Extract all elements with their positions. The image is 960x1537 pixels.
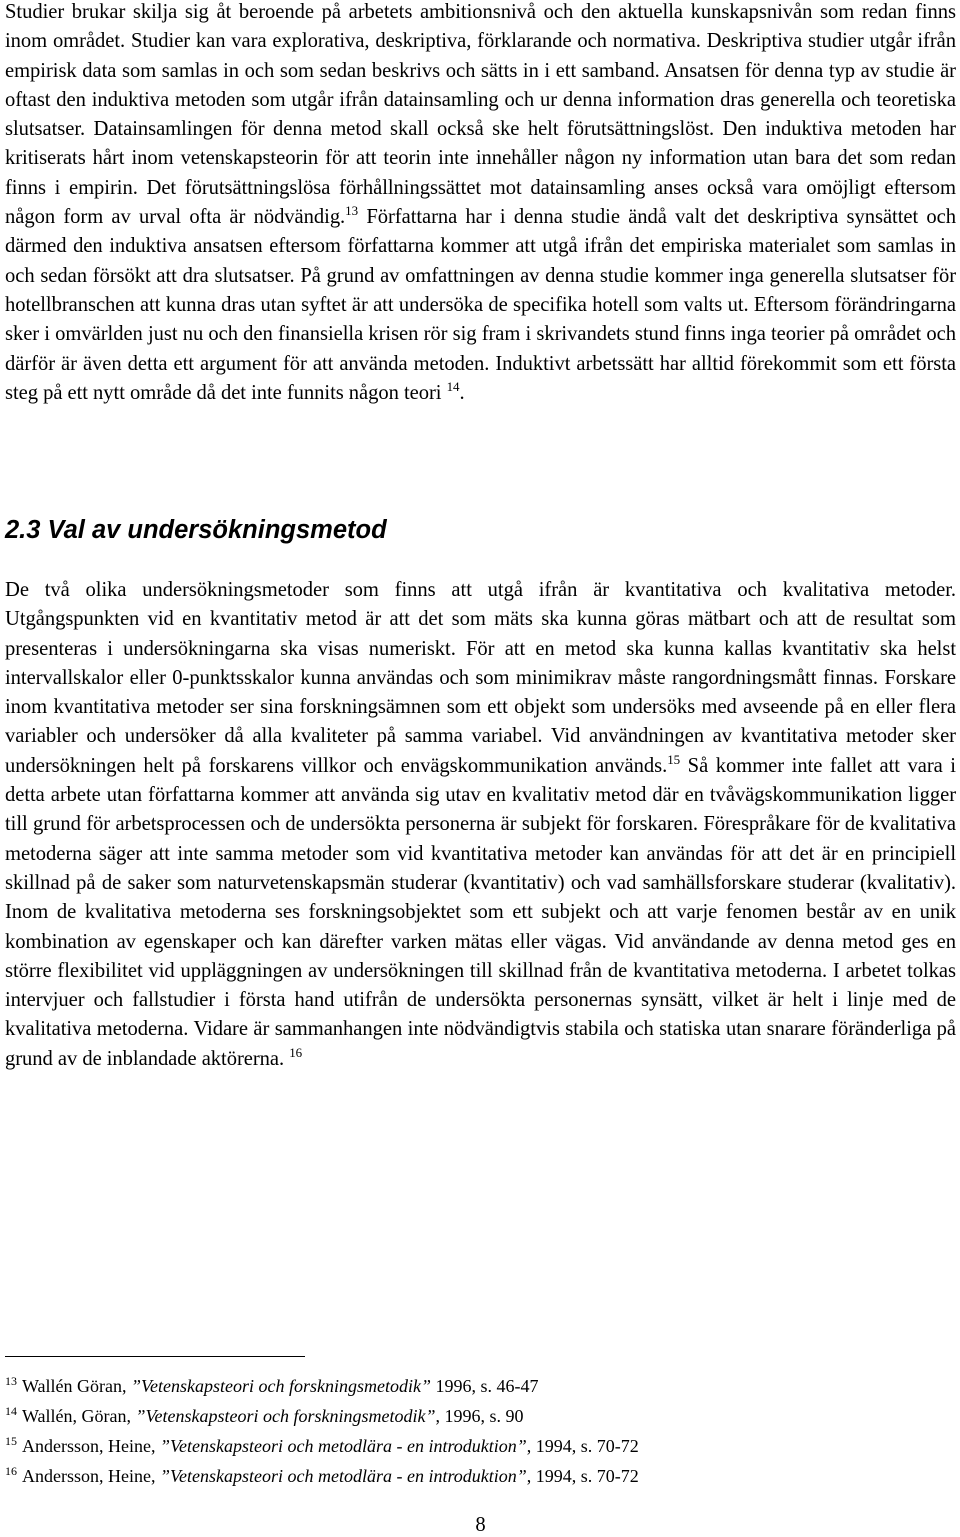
footnote <box>5 1459 639 1489</box>
footnote-reference[interactable]: 16 <box>289 1044 303 1060</box>
paragraph-text: Så kommer inte fallet att vara i detta arbete utan författarna kommer att använda sig utav en kvalitativ metod där en tvåvägskommunikation ligger till grund för arbetsprocessen och de undersökta personerna är subjekt för forskaren. Förespråkare för de kvalitativa metoderna säger att inte samma metoder som vid kvantitativa metoder kan användas för att det är en principiell skillnad på de saker som naturvetenskapsmän studerar (kvantitativ) och vad samhällsforskare studerar (kvalitativ). Inom de kvalitativa metoderna ses forskningsobjektet som ett subjekt och att varje fenomen består av en unik kombination av egenskaper och kan därefter varken mätas eller vägas. Vid användande av denna metod ges en större flexibilitet vid uppläggningen av undersökningen till skillnad från de kvantitativa metoderna. I arbetet tolkas intervjuer och fallstudier i första hand utifrån de undersökta personernas synsätt, vilket är helt i linje med de kvalitativa metoderna. Vidare är sammanhangen inte nödvändigtvis stabila och statiska utan snarare föränderliga på grund av de inblandade aktörerna. <box>5 754 956 1070</box>
footnote-separator <box>5 1356 305 1357</box>
footnote-title: ”Vetenskapsteori och metodlära - en introduktion” <box>159 1466 527 1486</box>
paragraph-text: Studier brukar skilja sig åt beroende på arbetets ambitionsnivå och den aktuella kunskapsnivån som redan finns inom området. Studier kan vara explorativa, deskriptiva, förklarande och normativa. Deskriptiva studier utgår ifrån empirisk data som samlas in och som sedan beskrivs och sätts in i ett samband. Ansatsen för denna typ av studie är oftast den induktiva metoden som utgår ifrån datainsamling och ur denna information dras generella och teoretiska slutsatser. Datainsamlingen för denna metod skall också ske helt förutsättningslöst. Den induktiva metoden har kritiserats hårt inom vetenskapsteorin för att teorin inte innehåller någon ny information utan bara det som redan finns i empirin. Det förutsättningslösa förhållningssättet mot datainsamling anses också vara omöjligt eftersom någon form av urval ofta är nödvändig. <box>5 1 956 229</box>
footnote-title: ”Vetenskapsteori och forskningsmetodik” <box>131 1376 431 1396</box>
footnote-reference[interactable]: 13 <box>345 203 359 219</box>
paragraph-text: Författarna har i denna studie ändå valt det deskriptiva synsättet och därmed den induktiva ansatsen eftersom författarna kommer att utgå ifrån det empiriska materialet som samlas in och sedan försökt att dra slutsatser. På grund av omfattningen av denna studie kommer inga generella slutsatser för hotellbranschen att kunna dras utan syftet är att undersöka de specifika hotell som valts ut. Eftersom förändringarna sker i omvärlden just nu och den finansiella krisen rör sig fram i skrivandets stund finns inga teorier på området och därför är även detta ett argument för att använda metoden. Induktivt arbetssätt har alltid förekommit som ett första steg på ett nytt område då det inte funnits någon teori <box>5 206 956 404</box>
footnote <box>5 1429 639 1459</box>
footnote-reference[interactable]: 15 <box>667 751 681 767</box>
footnote-number: 14 <box>5 1404 17 1418</box>
footnote-details: , 1994, s. 70-72 <box>526 1466 639 1486</box>
footnote-details: , 1994, s. 70-72 <box>526 1436 639 1456</box>
footnote-title: ”Vetenskapsteori och metodlära - en introduktion” <box>159 1436 527 1456</box>
footnote-number: 13 <box>5 1374 17 1388</box>
paragraph-text: De två olika undersökningsmetoder som finns att utgå ifrån är kvantitativa och kvalitativa metoder. Utgångspunkten vid en kvantitativ metod är att det som mäts ska kunna göras mätbart och att de resultat som presenteras i undersökningarna ska visas numeriskt. För att en metod ska kunna kallas kvantitativ ska helst intervallskalor eller 0-punktsskalor kunna användas och som minimikrav måste rangordningsmått finnas. Forskare inom kvantitativa metoder ser sina forskningsämnen som ett objekt som undersöks med avseende på en eller flera variabler och undersöker då alla kvaliteter på samma variabel. Vid användningen av kvantitativa metoder sker undersökningen helt på forskarens villkor och envägskommunikation används. <box>5 579 956 777</box>
paragraph-text: . <box>459 381 465 404</box>
page-number: 8 <box>475 1514 486 1536</box>
footnote-author: Andersson, Heine, <box>22 1436 160 1456</box>
body-paragraph-method-approach <box>5 0 956 408</box>
footnote <box>5 1399 639 1429</box>
footnote-details: , 1996, s. 90 <box>435 1406 524 1426</box>
section-heading: 2.3 Val av undersökningsmetod <box>5 516 387 544</box>
footnote-details: 1996, s. 46-47 <box>431 1376 539 1396</box>
footnote-number: 15 <box>5 1434 17 1448</box>
footnote-number: 16 <box>5 1464 17 1478</box>
footnote-reference[interactable]: 14 <box>446 378 460 394</box>
footnote-author: Wallén Göran, <box>22 1376 132 1396</box>
footnote-list <box>5 1369 639 1489</box>
footnote-title: ”Vetenskapsteori och forskningsmetodik” <box>135 1406 436 1426</box>
footnote <box>5 1369 639 1399</box>
footnote-author: Andersson, Heine, <box>22 1466 160 1486</box>
body-paragraph-method-choice <box>5 576 956 1074</box>
footnote-author: Wallén, Göran, <box>22 1406 136 1426</box>
